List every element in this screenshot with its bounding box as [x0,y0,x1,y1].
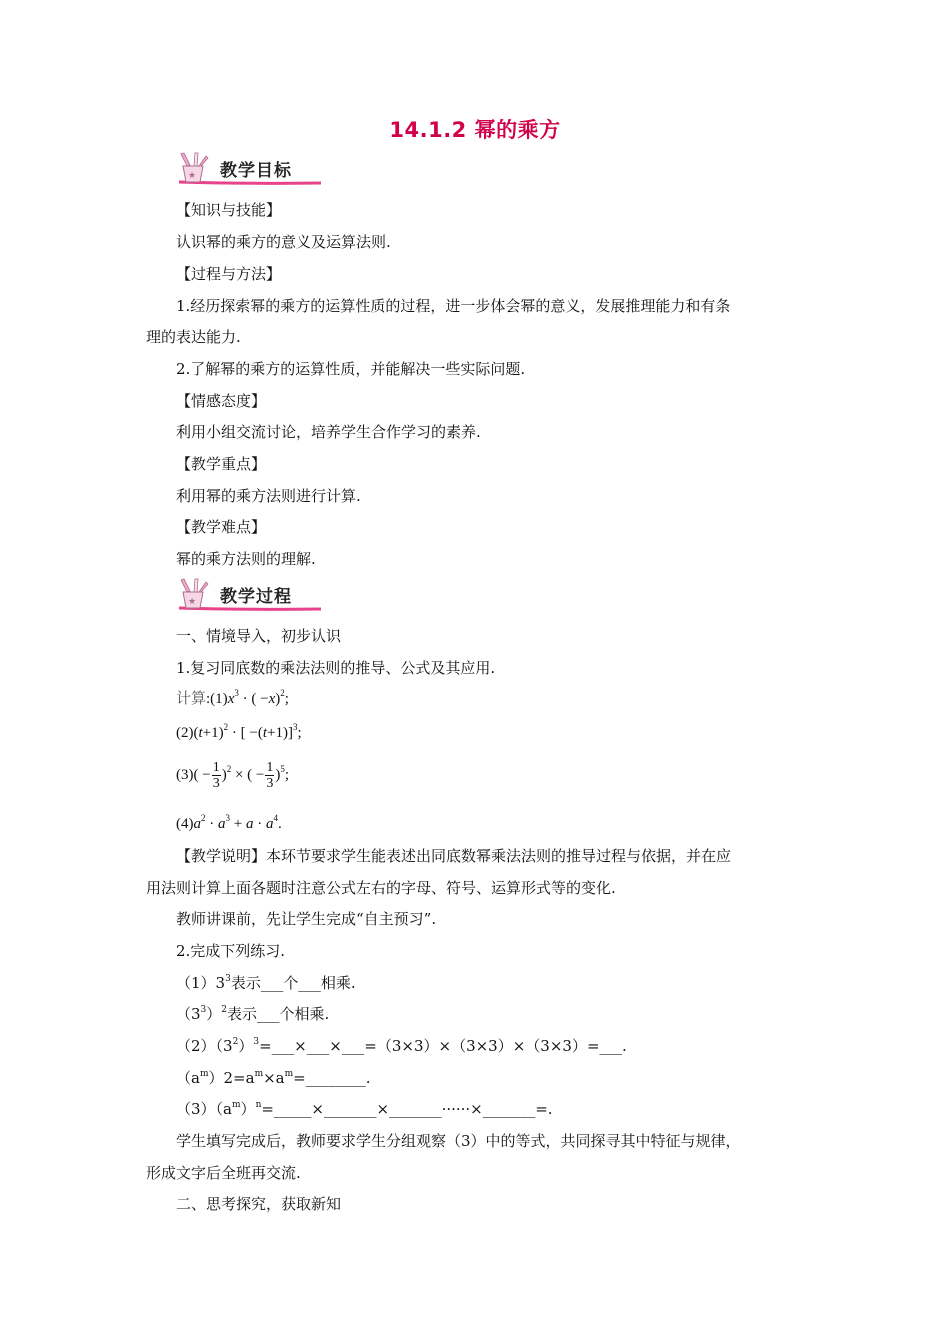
process-method-heading: 【过程与方法】 [176,265,282,283]
key-point-body: 利用幂的乘方法则进行计算. [176,487,361,505]
attitude-body: 利用小组交流讨论，培养学生合作学习的素养. [176,423,481,441]
observation-a: 学生填写完成后，教师要求学生分组观察（3）中的等式，共同探寻其中特征与规律， [176,1132,741,1150]
practice-1-a: （1）3 [176,974,226,992]
banner-goals-label: 教学目标 [220,161,292,181]
exercise-q4: $(4)a^2 \cdot a^3 + a \cdot a^4$. [176,813,282,832]
practice-3-a: （2）（3 [176,1037,233,1055]
practice-4-d: =________. [293,1069,371,1087]
knowledge-heading: 【知识与技能】 [176,201,282,219]
difficulty-heading: 【教学难点】 [176,518,267,536]
key-point-heading: 【教学重点】 [176,455,267,473]
section-banner-process [173,578,323,614]
practice-5-b: ） [240,1100,256,1118]
teaching-note-a: 【教学说明】本环节要求学生能表述出同底数幂乘法法则的推导过程与依据，并在应 [176,847,732,865]
practice-4-c: ×a [263,1069,285,1087]
practice-4-b: ）2=a [208,1069,255,1087]
practice-5-a: （3）（a [176,1100,232,1118]
practice-2-a: （3 [176,1005,201,1023]
process-method-item-1b: 理的表达能力. [146,328,241,346]
exercise-q1: 计算$:(1)x^3$ · ( −x)$^2$; [176,688,289,707]
banner-process-label: 教学过程 [220,587,292,607]
process-method-item-2: 2.了解幂的乘方的运算性质，并能解决一些实际问题. [176,360,526,378]
practice-4-a: （a [176,1069,200,1087]
section-1-item-2: 2.完成下列练习. [176,942,286,960]
practice-2: $(3^3)^2$表示___个相乘. [176,1005,330,1023]
svg-text:★: ★ [188,597,197,607]
practice-2-c: 表示___个相乘. [227,1005,330,1023]
section-2-heading: 二、思考探究，获取新知 [176,1195,342,1213]
practice-3-c: =___×___×___=（3×3）×（3×3）×（3×3）=___. [259,1037,627,1055]
calc-label: 计算 [176,691,207,707]
process-method-item-1a: 1.经历探索幂的乘方的运算性质的过程，进一步体会幂的意义，发展推理能力和有条 [176,297,731,315]
page-title: 14.1.2 幂的乘方 [389,118,561,142]
difficulty-body: 幂的乘方法则的理解. [176,550,316,568]
attitude-heading: 【情感态度】 [176,392,267,410]
exercise-q3: (3)( − $\frac{1}{3}$ )$^2$ × ( − $\frac{1}{3}$ )$^5$; [176,760,290,791]
practice-1-b: 表示___个___相乘. [230,974,356,992]
section-banner-goals [173,152,323,188]
knowledge-body: 认识幂的乘方的意义及运算法则. [176,233,391,251]
practice-5-c: =_____×_______×_______······×_______=. [261,1100,553,1118]
practice-5: $(3)(a^m)^n=\_\_\_\_\_\times\_\_\_\_\_\_\_\times\_\_\_\_\_\_\_\cdot\cdot\cdot\cdot\cdot\cdot\times\_\_\_\_\_\_\_=$. [176,1100,553,1118]
svg-text:★: ★ [188,171,197,181]
practice-2-b: ） [206,1005,222,1023]
observation-b: 形成文字后全班再交流. [146,1164,301,1182]
teacher-instruction: 教师讲课前，先让学生完成“自主预习”. [176,910,437,928]
practice-3-b: ） [238,1037,254,1055]
practice-4: $(a^m)2=a^m\times a^m=\_\_\_\_\_\_\_\_$. [176,1069,371,1087]
section-1-heading: 一、情境导入，初步认识 [176,627,342,645]
exercise-q2: $(2)(t+1)^2$ · [ −(t+1)]$^3$; [176,722,302,741]
practice-1: $(1)3^3$表示___个___相乘. [176,974,356,992]
teaching-note-b: 用法则计算上面各题时注意公式左右的字母、符号、运算形式等的变化. [146,879,616,897]
practice-3: $(2)(3^2)^3=\_\_\_\times\_\_\_\times\_\_\_=(3\times 3)\times(3\times 3)\times(3\times 3)=\_\_\_$. [176,1037,627,1055]
section-1-item-1: 1.复习同底数的乘法法则的推导、公式及其应用. [176,659,496,677]
